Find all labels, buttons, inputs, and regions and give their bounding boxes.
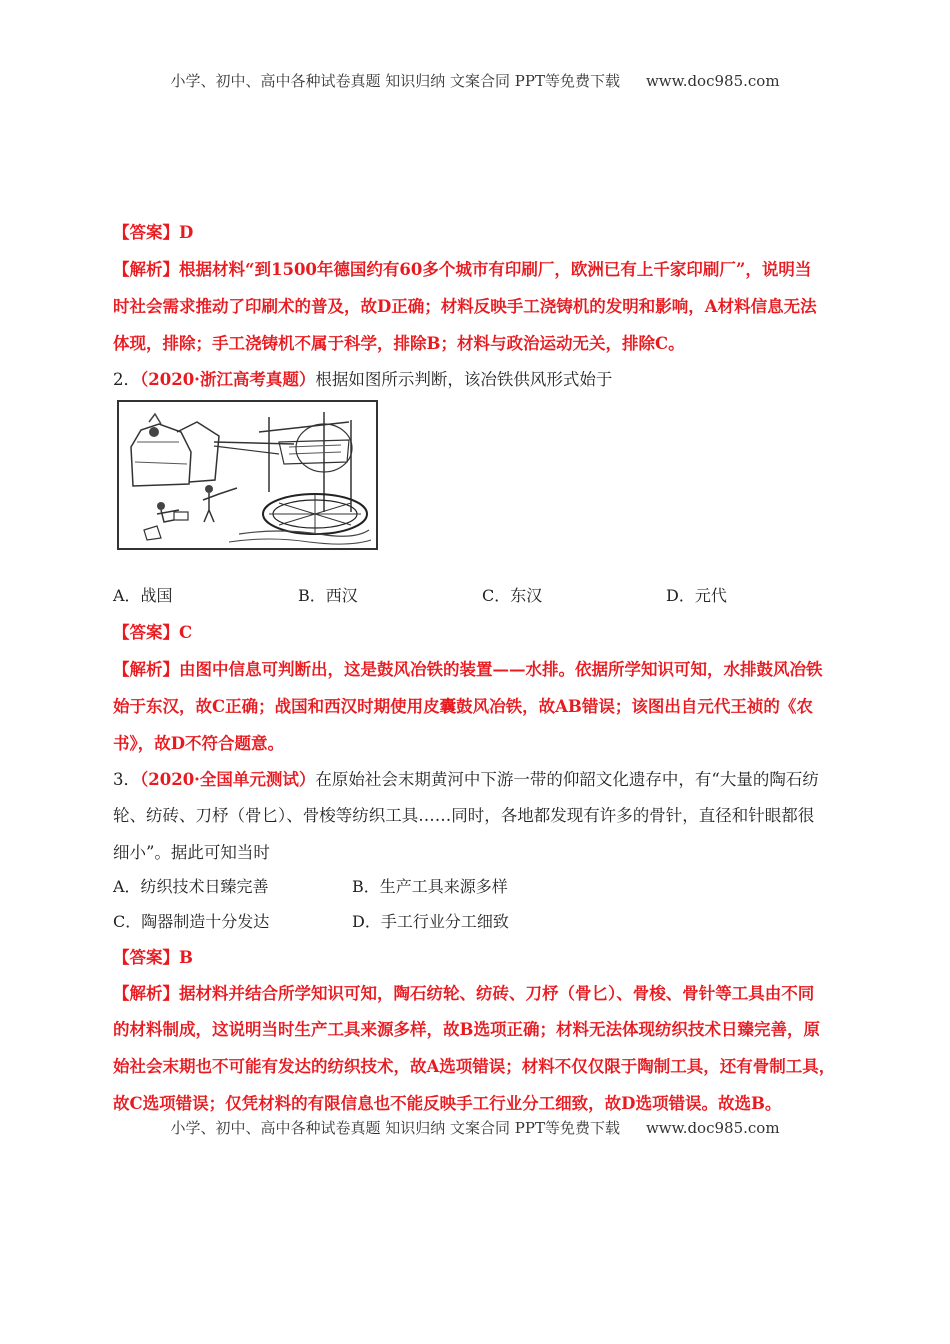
header-url[interactable]: www.doc985.com: [645, 72, 780, 90]
q3-option-a: A．纺织技术日臻完善: [113, 877, 269, 896]
q2-analysis-line: 书》，故D不符合题意。: [113, 734, 285, 753]
water-bellows-illustration: [117, 400, 378, 550]
q2-option-a: A．战国: [113, 586, 173, 605]
q3-answer: 【答案】B: [113, 948, 193, 967]
q2-number: 2．: [113, 370, 140, 389]
q2-option-c: C．东汉: [482, 586, 543, 605]
q3-stem: [113, 766, 843, 790]
q3-analysis-line: 的材料制成，这说明当时生产工具来源多样，故B选项正确；材料无法体现纺织技术日臻完善，原: [113, 1020, 820, 1039]
q3-stem-line: 细小”。据此可知当时: [113, 843, 270, 862]
page-footer: [0, 1117, 950, 1138]
header-text: 小学、初中、高中各种试卷真题 知识归纳 文案合同 PPT等免费下载: [170, 72, 620, 90]
q2-analysis-line: 始于东汉，故C正确；战国和西汉时期使用皮囊鼓风冶铁，故AB错误；该图出自元代王祯的《农: [113, 697, 813, 716]
q1-analysis-line: 【解析】根据材料“到1500年德国约有60多个城市有印刷厂，欧洲已有上千家印刷厂”，说明当: [113, 260, 812, 279]
q2-stem-text: 根据如图所示判断，该冶铁供风形式始于: [315, 370, 613, 389]
q2-option-d: D．元代: [666, 586, 727, 605]
footer-text: 小学、初中、高中各种试卷真题 知识归纳 文案合同 PPT等免费下载: [170, 1119, 620, 1137]
q3-option-b: B．生产工具来源多样: [352, 877, 508, 896]
q3-stem-text: 在原始社会末期黄河中下游一带的仰韶文化遗存中，有“大量的陶石纺: [315, 770, 819, 789]
q3-number: 3．: [113, 770, 140, 789]
q2-source: （2020·浙江高考真题）: [140, 370, 316, 389]
q1-answer: 【答案】D: [113, 223, 194, 242]
footer-url[interactable]: www.doc985.com: [645, 1119, 780, 1137]
page-header: [0, 70, 950, 91]
q2-stem: [113, 366, 843, 390]
q3-stem-line: 轮、纺砖、刀杼（骨匕）、骨梭等纺织工具……同时，各地都发现有许多的骨针，直径和针眼都很: [113, 806, 815, 825]
water-bellows-drawing: [119, 402, 376, 548]
q2-option-b: B．西汉: [298, 586, 358, 605]
q3-source: （2020·全国单元测试）: [140, 770, 316, 789]
q3-option-c: C．陶器制造十分发达: [113, 912, 270, 931]
q1-analysis-line: 时社会需求推动了印刷术的普及，故D正确；材料反映手工浇铸机的发明和影响，A材料信息无法: [113, 297, 817, 316]
q3-analysis-line: 故C选项错误；仅凭材料的有限信息也不能反映手工行业分工细致，故D选项错误。故选B。: [113, 1094, 782, 1113]
q3-option-d: D．手工行业分工细致: [352, 912, 509, 931]
q3-analysis-line: 始社会末期也不可能有发达的纺织技术，故A选项错误；材料不仅仅限于陶制工具，还有骨制工具，: [113, 1057, 836, 1076]
q2-answer: 【答案】C: [113, 623, 193, 642]
q2-analysis-line: 【解析】由图中信息可判断出，这是鼓风冶铁的装置——水排。依据所学知识可知，水排鼓风冶铁: [113, 660, 823, 679]
q1-analysis-line: 体现，排除；手工浇铸机不属于科学，排除B；材料与政治运动无关，排除C。: [113, 334, 685, 353]
q3-analysis-line: 【解析】据材料并结合所学知识可知，陶石纺轮、纺砖、刀杼（骨匕）、骨梭、骨针等工具由不同: [113, 984, 815, 1003]
